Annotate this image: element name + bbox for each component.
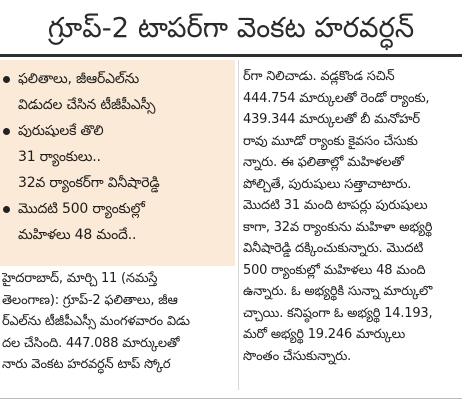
highlight-item	[0, 196, 235, 248]
article-line: 439.344 మార్కులతో బీ మనోహర్	[243, 112, 420, 127]
bullet-icon	[3, 76, 10, 83]
bottom-rule	[0, 398, 462, 399]
highlight-line: విడుదల చేసిన టీజీపీఎస్సీ	[18, 97, 156, 113]
bullet-icon	[3, 128, 10, 135]
article-body-right	[243, 66, 459, 367]
highlight-line: మొదటి 500 ర్యాంకుల్లో	[18, 201, 145, 217]
article-line: 500 ర్యాంకుల్లో మహిళలు 48 మంది	[243, 262, 426, 278]
article-line: ర్ఎల్‌ను టీజీపీఎస్సీ మంగళవారం విడు	[2, 314, 190, 329]
highlight-line: ఫలితాలు, జీఆర్ఎల్‌ను	[18, 71, 140, 87]
highlight-line: మహిళలు 48 మందే..	[18, 227, 137, 243]
article-line: పోల్చితే, పురుషులు సత్తాచాటారు.	[243, 176, 412, 192]
article-line: హైదరాబాద్, మార్చి 11 (నమస్తే	[2, 271, 158, 286]
highlights-box	[0, 60, 235, 266]
article-line: రావు మూడో ర్యాంకు కైవసం చేసుకు	[243, 133, 418, 149]
article-line: ఉన్నారు. ఓ అభ్యర్థికి సున్నా మార్కులొ	[243, 284, 433, 299]
highlight-line: 31 ర్యాంకులు..	[18, 149, 101, 165]
article-line: ర్‌గా నిలిచాడు. వడ్లకొండ సచిన్	[243, 69, 395, 84]
article-line: నారు వెంకట హరవర్ధన్ టాప్ స్కోర	[2, 357, 171, 372]
article-line: వినీషారెడ్డి దక్కించుకున్నారు. మొదటి	[243, 241, 424, 256]
highlight-item	[0, 66, 235, 118]
highlight-line: 32వ ర్యాంకర్‌గా వినీషారెడ్డి	[18, 175, 160, 191]
article-line: మరో అభ్యర్థి 19.246 మార్కులు	[243, 327, 406, 342]
article-line: చ్చాయి. కనిష్ఠంగా ఓ అభ్యర్థి 14.193,	[243, 305, 433, 321]
article-body-left	[2, 268, 235, 376]
bullet-icon	[3, 206, 10, 213]
headline: గ్రూప్-2 టాపర్‌గా వెంకట హరవర్ధన్	[47, 11, 415, 44]
column-divider	[238, 60, 239, 390]
headline-rule	[0, 54, 462, 57]
article-line: తెలంగాణ): గ్రూప్-2 ఫలితాలు, జీఆ	[2, 292, 178, 308]
article-line: మొదటి 31 మంది టాపర్లు పురుషులు	[243, 198, 428, 213]
article-line: న్నారు. ఈ ఫలితాల్లో మహిళలతో	[243, 155, 404, 170]
highlight-line: పురుషులకే తొలి	[18, 123, 104, 139]
highlight-item	[0, 118, 235, 196]
article-line: దల చేసింది. 447.088 మార్కులతో	[2, 335, 180, 351]
article-line: సొంతం చేసుకున్నారు.	[243, 348, 352, 364]
article-line: 444.754 మార్కులతో రెండో ర్యాంకు,	[243, 90, 430, 106]
article-line: కాగా, 32వ ర్యాంకును మహిళా అభ్యర్థి	[243, 219, 433, 235]
